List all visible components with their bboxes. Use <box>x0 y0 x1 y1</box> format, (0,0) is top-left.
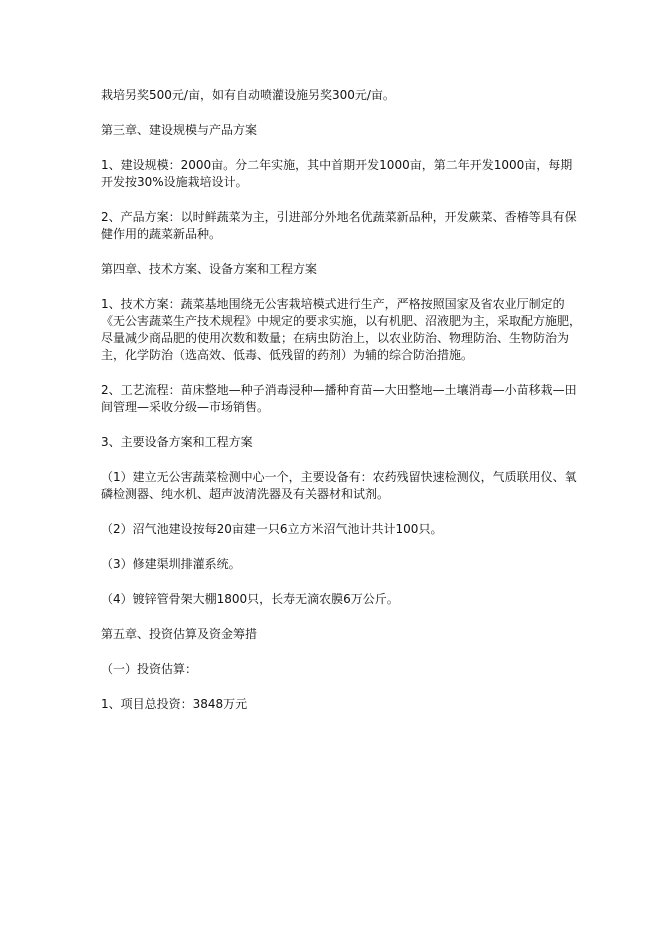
paragraph-spacer <box>101 278 571 296</box>
text-line: 《无公害蔬菜生产技术规程》中规定的要求实施，以有机肥、沼液肥为主，采取配方施肥， <box>101 314 582 328</box>
paragraph <box>101 87 571 104</box>
paragraph-spacer <box>101 104 571 122</box>
text-line: （3）修建渠圳排灌系统。 <box>101 557 241 571</box>
paragraph-spacer <box>101 608 571 626</box>
paragraph <box>101 296 582 364</box>
paragraph-spacer <box>101 416 571 434</box>
paragraph <box>101 261 571 278</box>
text-line: 1、建设规模：2000亩。分二年实施，其中首期开发1000亩，第二年开发1000亩，每期 <box>101 158 573 172</box>
paragraph <box>101 122 571 139</box>
paragraph-spacer <box>101 451 571 469</box>
text-line: 间管理—采收分级—市场销售。 <box>101 400 270 414</box>
paragraph-spacer <box>101 538 571 556</box>
text-line: 尽量减少商品肥的使用次数和数量；在病虫防治上，以农业防治、物理防治、生物防治为 <box>101 331 570 345</box>
text-line: 栽培另奖500元/亩，如有自动喷灌设施另奖300元/亩。 <box>101 88 395 102</box>
paragraph-spacer <box>101 678 571 696</box>
text-line: 3、主要设备方案和工程方案 <box>101 435 253 449</box>
paragraph-spacer <box>101 139 571 157</box>
paragraph <box>101 209 577 243</box>
text-line: 健作用的蔬菜新品种。 <box>101 227 222 241</box>
paragraph <box>101 696 571 713</box>
paragraph-spacer <box>101 243 571 261</box>
text-line: 主，化学防治（选高效、低毒、低残留的药剂）为辅的综合防治措施。 <box>101 348 474 362</box>
paragraph <box>101 556 571 573</box>
paragraph <box>101 157 571 191</box>
text-line: 2、工艺流程：苗床整地—种子消毒浸种—播种育苗—大田整地—土壤消毒—小苗移栽—田 <box>101 383 577 397</box>
paragraph <box>101 434 571 451</box>
text-line: 1、项目总投资：3848万元 <box>101 697 248 711</box>
paragraph-spacer <box>101 191 571 209</box>
text-line: 第三章、建设规模与产品方案 <box>101 123 258 137</box>
paragraph <box>101 382 577 416</box>
text-line: （4）镀锌管骨架大棚1800只，长寿无滴农膜6万公斤。 <box>101 592 399 606</box>
text-line: 开发按30%设施栽培设计。 <box>101 175 248 189</box>
text-line: （2）沼气池建设按每20亩建一只6立方米沼气池计共计100只。 <box>101 522 443 536</box>
text-line: （1）建立无公害蔬菜检测中心一个，主要设备有：农药残留快速检测仪，气质联用仪、氧 <box>101 470 577 484</box>
paragraph-spacer <box>101 503 571 521</box>
text-line: 1、技术方案：蔬菜基地围绕无公害栽培模式进行生产，严格按照国家及省农业厅制定的 <box>101 297 565 311</box>
paragraph-spacer <box>101 364 571 382</box>
document-body <box>101 87 582 713</box>
text-line: 2、产品方案：以时鲜蔬菜为主，引进部分外地名优蔬菜新品种，开发蕨菜、香椿等具有保 <box>101 210 577 224</box>
text-line: 磷检测器、纯水机、超声波清洗器及有关器材和试剂。 <box>101 487 390 501</box>
paragraph-spacer <box>101 643 571 661</box>
text-line: （一）投资估算： <box>101 662 198 676</box>
paragraph <box>101 626 571 643</box>
text-line: 第五章、投资估算及资金筹措 <box>101 627 258 641</box>
paragraph <box>101 661 571 678</box>
paragraph <box>101 521 571 538</box>
text-line: 第四章、技术方案、设备方案和工程方案 <box>101 262 318 276</box>
paragraph-spacer <box>101 573 571 591</box>
paragraph <box>101 591 571 608</box>
paragraph <box>101 469 577 503</box>
